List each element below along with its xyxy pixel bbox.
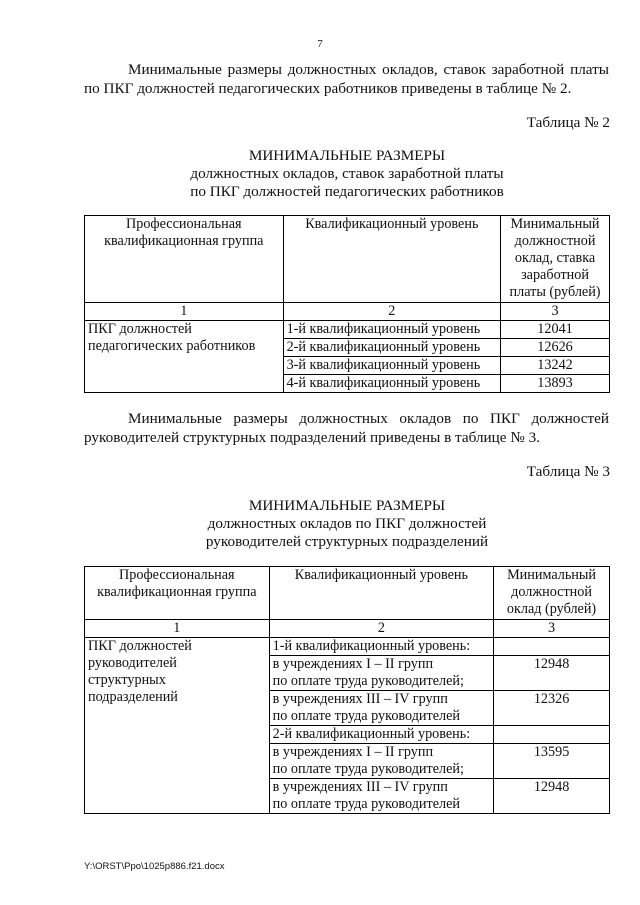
table-3-level-cell xyxy=(269,779,493,814)
table-2-col-number-1: 1 xyxy=(85,303,284,321)
table-3-label: Таблица № 3 xyxy=(526,463,610,480)
table-2-value-cell: 12626 xyxy=(501,339,610,357)
table-3-level-cell xyxy=(269,638,493,656)
table-3-title xyxy=(84,497,610,551)
table-2-title-line-1: МИНИМАЛЬНЫЕ РАЗМЕРЫ xyxy=(248,147,446,164)
table-3 xyxy=(84,566,610,814)
table-2-level-cell: 2-й квалификационный уровень xyxy=(283,339,500,357)
table-3-level-line-1: 1-й квалификационный уровень: xyxy=(272,638,471,654)
table-3-numbers-row xyxy=(85,620,610,638)
table-2-title-line-3: по ПКГ должностей педагогических работников xyxy=(190,183,504,200)
table-3-value-cell xyxy=(494,726,610,744)
table-2-header-row xyxy=(85,216,610,303)
table-3-level-line-2: по оплате труда руководителей xyxy=(272,708,460,724)
table-3-level-cell xyxy=(269,656,493,691)
table-3-header-group: Профессиональная квалификационная группа xyxy=(85,567,270,620)
table-3-level-line-1: в учреждениях I – II групп xyxy=(272,656,434,672)
table-2-value-cell: 13242 xyxy=(501,357,610,375)
table-3-level-line-1: в учреждениях I – II групп xyxy=(272,744,434,760)
table-2-header-group: Профессиональная квалификационная группа xyxy=(85,216,284,303)
table-3-value-cell: 12326 xyxy=(494,691,610,726)
table-2-value-cell: 12041 xyxy=(501,321,610,339)
table-2-level-cell: 4-й квалификационный уровень xyxy=(283,375,500,393)
table-3-value-cell: 13595 xyxy=(494,744,610,779)
paragraph-2 xyxy=(84,409,609,447)
table-3-level-cell xyxy=(269,726,493,744)
table-2-title-line-2: должностных окладов, ставок заработной платы xyxy=(190,165,504,182)
table-3-col-number-1: 1 xyxy=(85,620,270,638)
table-3-header-row xyxy=(85,567,610,620)
table-3-group-cell xyxy=(85,638,270,814)
table-3-title-line-1: МИНИМАЛЬНЫЕ РАЗМЕРЫ xyxy=(248,497,446,514)
file-path-footer: Y:\ORST\Ppo\1025p886.f21.docx xyxy=(84,861,225,872)
table-3-level-line-1: в учреждениях III – IV групп xyxy=(272,691,448,707)
table-2-level-cell: 3-й квалификационный уровень xyxy=(283,357,500,375)
table-2-group-cell: ПКГ должностей педагогических работников xyxy=(85,321,284,393)
table-row xyxy=(85,638,610,656)
paragraph-1-line-2: по ПКГ должностей педагогических работников приведены в таблице № 2. xyxy=(84,80,572,97)
table-3-level-line-2: по оплате труда руководителей; xyxy=(272,761,464,777)
table-3-level-line-1: 2-й квалификационный уровень: xyxy=(272,726,471,742)
table-3-level-line-2: по оплате труда руководителей; xyxy=(272,673,464,689)
table-2 xyxy=(84,215,610,393)
table-3-level-line-1: в учреждениях III – IV групп xyxy=(272,779,448,795)
table-2-col-number-3: 3 xyxy=(501,303,610,321)
table-3-group-line-2: руководителей xyxy=(88,655,177,671)
table-2-level-cell: 1-й квалификационный уровень xyxy=(283,321,500,339)
table-3-level-cell xyxy=(269,744,493,779)
table-2-title xyxy=(84,147,610,201)
table-3-value-cell xyxy=(494,638,610,656)
table-3-title-line-2: должностных окладов по ПКГ должностей xyxy=(207,515,487,532)
table-3-header-level: Квалификационный уровень xyxy=(269,567,493,620)
table-3-group-line-1: ПКГ должностей xyxy=(88,638,192,654)
table-3-col-number-3: 3 xyxy=(494,620,610,638)
page-number: 7 xyxy=(317,38,323,50)
table-3-level-line-2: по оплате труда руководителей xyxy=(272,796,460,812)
table-2-label: Таблица № 2 xyxy=(526,114,610,131)
table-3-header-salary: Минимальный должностной оклад (рублей) xyxy=(494,567,610,620)
table-2-value-cell: 13893 xyxy=(501,375,610,393)
paragraph-1 xyxy=(84,60,609,98)
table-3-col-number-2: 2 xyxy=(269,620,493,638)
table-2-header-level: Квалификационный уровень xyxy=(283,216,500,303)
table-2-header-salary: Минимальный должностной оклад, ставка заработной платы (рублей) xyxy=(501,216,610,303)
table-2-col-number-2: 2 xyxy=(283,303,500,321)
paragraph-2-line-1: Минимальные размеры должностных окладов по ПКГ должностей xyxy=(128,410,609,427)
table-3-value-cell: 12948 xyxy=(494,779,610,814)
table-3-level-cell xyxy=(269,691,493,726)
paragraph-2-line-2: руководителей структурных подразделений приведены в таблице № 3. xyxy=(84,429,541,446)
table-3-group-line-3: структурных xyxy=(88,672,166,688)
paragraph-1-line-1: Минимальные размеры должностных окладов, ставок заработной платы xyxy=(128,61,609,78)
table-2-numbers-row xyxy=(85,303,610,321)
table-3-value-cell: 12948 xyxy=(494,656,610,691)
table-3-group-line-4: подразделений xyxy=(88,689,178,705)
table-3-title-line-3: руководителей структурных подразделений xyxy=(205,533,489,550)
table-row xyxy=(85,321,610,339)
